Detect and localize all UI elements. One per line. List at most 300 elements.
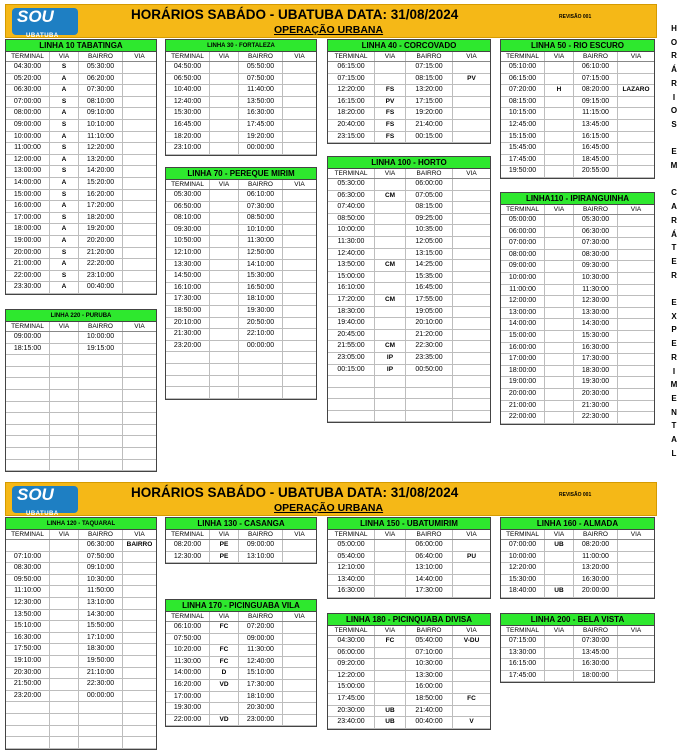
time-cell: 00:40:00 [406, 717, 453, 728]
via-cell: FS [375, 120, 406, 131]
column-header: VIA [294, 531, 305, 538]
time-cell: 10:00:00 [79, 332, 123, 343]
time-cell: 21:00:00 [501, 401, 545, 412]
column-header: TERMINAL [501, 626, 545, 635]
via-cell [545, 108, 574, 119]
table-row [6, 224, 156, 236]
column-header: VIA [375, 52, 406, 61]
table-row [166, 341, 316, 353]
table-row [6, 178, 156, 190]
revision-label: REVISÃO 001 [559, 492, 592, 498]
time-cell: 09:00:00 [239, 634, 283, 645]
time-cell: 16:30:00 [574, 575, 618, 586]
table-row [6, 213, 156, 225]
page-title: HORÁRIOS SABÁDO - UBATUBA DATA: 31/08/2024 [131, 485, 459, 500]
table-row [501, 62, 654, 74]
via-cell: S [50, 143, 79, 154]
time-cell [6, 390, 50, 401]
via-cell [283, 108, 316, 119]
via-cell [545, 97, 574, 108]
via-cell [283, 120, 316, 131]
via-cell [123, 120, 156, 131]
via-cell [50, 344, 79, 355]
via-cell [210, 341, 239, 352]
table-title: LINHA 220 - PURUBA [6, 310, 156, 322]
column-header: TERMINAL [501, 530, 545, 539]
time-cell [6, 402, 50, 413]
time-cell: 07:30:00 [79, 85, 123, 96]
time-cell: 22:00:00 [166, 715, 210, 726]
table-row [501, 108, 654, 120]
via-cell [545, 671, 574, 682]
via-cell [618, 586, 654, 597]
via-cell [453, 353, 490, 364]
via-cell [375, 648, 406, 659]
table-row [328, 62, 490, 74]
via-cell [210, 202, 239, 213]
time-cell: 19:40:00 [328, 318, 375, 329]
time-cell: 10:50:00 [166, 236, 210, 247]
table-row [6, 282, 156, 294]
via-cell [618, 143, 654, 154]
table-row [328, 353, 490, 365]
time-cell: 19:30:00 [166, 703, 210, 714]
via-cell [210, 283, 239, 294]
via-cell [283, 190, 316, 201]
table-row [6, 62, 156, 74]
table-row [501, 250, 654, 262]
via-cell: CM [375, 260, 406, 271]
time-cell [406, 399, 453, 410]
column-header: BAIRRO [574, 52, 618, 61]
table-header-row [166, 612, 316, 622]
via-cell: S [50, 120, 79, 131]
column-header: VIA [630, 627, 642, 634]
sou-logo: SOU UBATUBA [12, 486, 78, 513]
via-cell [123, 74, 156, 85]
time-cell: 20:55:00 [574, 166, 618, 177]
via-cell: A [50, 108, 79, 119]
via-cell [210, 143, 239, 154]
via-cell [210, 271, 239, 282]
via-cell [50, 402, 79, 413]
via-cell [50, 436, 79, 447]
via-cell: A [50, 155, 79, 166]
time-cell: 08:30:00 [574, 250, 618, 261]
via-cell [618, 366, 654, 377]
time-cell: 08:15:00 [501, 97, 545, 108]
via-cell [618, 120, 654, 131]
time-cell: 19:05:00 [406, 307, 453, 318]
table-row [166, 540, 316, 552]
via-cell: FS [375, 85, 406, 96]
via-cell [453, 399, 490, 410]
table-row [501, 261, 654, 273]
via-cell [545, 563, 574, 574]
via-cell: VD [210, 680, 239, 691]
via-cell [453, 179, 490, 190]
table-title: LINHA 180 - PICINQUABA DIVISA [328, 614, 490, 626]
vertical-letter: E [671, 339, 677, 349]
via-cell [618, 296, 654, 307]
time-cell: 09:10:00 [79, 108, 123, 119]
table-row [6, 633, 156, 645]
table-row [6, 610, 156, 622]
time-cell: 18:20:00 [166, 132, 210, 143]
time-cell [166, 376, 210, 387]
time-cell: 23:20:00 [6, 691, 50, 702]
table-row [6, 448, 156, 460]
via-cell: A [50, 85, 79, 96]
table-row [166, 657, 316, 669]
table-row [166, 552, 316, 564]
time-cell: 16:15:00 [574, 132, 618, 143]
table-row [6, 166, 156, 178]
time-cell: 04:30:00 [328, 636, 375, 647]
via-cell [283, 294, 316, 305]
via-cell [453, 97, 490, 108]
via-cell [618, 563, 654, 574]
time-cell: 07:40:00 [328, 202, 375, 213]
schedule-table [165, 39, 317, 156]
via-cell: H [545, 85, 574, 96]
time-cell: 05:40:00 [328, 552, 375, 563]
time-cell [79, 355, 123, 366]
time-cell: 20:20:00 [79, 236, 123, 247]
schedule-table [327, 156, 491, 423]
via-cell [283, 132, 316, 143]
column-header: BAIRRO [79, 530, 123, 539]
via-cell [618, 354, 654, 365]
vertical-letter: Á [671, 229, 677, 239]
via-cell [283, 703, 316, 714]
via-cell [50, 621, 79, 632]
time-cell: 07:15:00 [328, 74, 375, 85]
time-cell: 20:30:00 [239, 703, 283, 714]
via-cell [123, 610, 156, 621]
time-cell: 12:05:00 [406, 237, 453, 248]
via-cell [123, 248, 156, 259]
vertical-letter: E [671, 256, 677, 266]
time-cell: 14:30:00 [79, 610, 123, 621]
via-cell [123, 702, 156, 713]
via-cell [210, 97, 239, 108]
vertical-letter: M [670, 380, 678, 390]
time-cell: 06:15:00 [501, 74, 545, 85]
via-cell [375, 62, 406, 73]
vertical-letter: H [671, 24, 677, 33]
vertical-letter: E [671, 298, 677, 308]
via-cell [375, 399, 406, 410]
via-cell [50, 367, 79, 378]
table-row [501, 552, 654, 564]
vertical-letter: R [671, 215, 677, 225]
time-cell: 12:40:00 [239, 657, 283, 668]
via-cell [210, 318, 239, 329]
table-row [328, 202, 490, 214]
time-cell [166, 352, 210, 363]
table-row [328, 260, 490, 272]
table-row [166, 85, 316, 97]
time-cell: 16:00:00 [406, 682, 453, 693]
via-cell [283, 352, 316, 363]
via-cell [283, 715, 316, 726]
via-cell [123, 132, 156, 143]
time-cell: 14:10:00 [239, 260, 283, 271]
time-cell [79, 367, 123, 378]
table-row [501, 575, 654, 587]
table-title: LINHA 100 - HORTO [328, 157, 490, 169]
time-cell: 20:45:00 [328, 330, 375, 341]
time-cell: 15:20:00 [79, 178, 123, 189]
via-cell [210, 120, 239, 131]
via-cell [283, 680, 316, 691]
table-row [166, 329, 316, 341]
via-cell [453, 648, 490, 659]
vertical-letter: T [671, 421, 677, 431]
time-cell [79, 413, 123, 424]
column-header: VIA [50, 52, 79, 61]
column-header: VIA [630, 53, 642, 60]
column-header: VIA [466, 170, 477, 177]
schedule-table [327, 517, 491, 599]
table-row [6, 586, 156, 598]
table-row [166, 108, 316, 120]
time-cell: 11:30:00 [239, 645, 283, 656]
time-cell: 08:20:00 [166, 540, 210, 551]
time-cell [328, 399, 375, 410]
via-cell [618, 540, 654, 551]
via-cell [375, 283, 406, 294]
via-cell [283, 692, 316, 703]
via-cell [123, 213, 156, 224]
via-cell: BAIRRO [126, 541, 153, 548]
time-cell: 09:10:00 [79, 563, 123, 574]
column-header: VIA [210, 612, 239, 621]
table-title: LINHA 120 - TAQUARAL [6, 518, 156, 530]
via-cell [210, 74, 239, 85]
via-cell [545, 308, 574, 319]
via-cell [453, 341, 490, 352]
via-cell [50, 575, 79, 586]
via-cell: UB [545, 586, 574, 597]
time-cell: 15:10:00 [239, 668, 283, 679]
time-cell: 09:15:00 [574, 97, 618, 108]
table-row [328, 108, 490, 120]
table-row [501, 273, 654, 285]
via-cell [453, 586, 490, 597]
time-cell [79, 402, 123, 413]
time-cell: 07:20:00 [501, 85, 545, 96]
time-cell [79, 714, 123, 725]
time-cell [6, 714, 50, 725]
table-row [6, 155, 156, 167]
table-title: LINHA 40 - CORCOVADO [328, 40, 490, 52]
time-cell: 11:30:00 [239, 236, 283, 247]
via-cell [375, 388, 406, 399]
time-cell: 18:00:00 [6, 224, 50, 235]
time-cell: 05:30:00 [328, 179, 375, 190]
time-cell: 05:30:00 [574, 215, 618, 226]
via-cell [283, 387, 316, 398]
time-cell [6, 460, 50, 471]
table-row [328, 132, 490, 144]
via-cell [50, 702, 79, 713]
time-cell: 23:20:00 [166, 341, 210, 352]
time-cell: 13:10:00 [79, 598, 123, 609]
via-cell [283, 540, 316, 551]
column-header: TERMINAL [328, 530, 375, 539]
via-cell [123, 668, 156, 679]
time-cell: 00:15:00 [328, 365, 375, 376]
via-cell [50, 390, 79, 401]
via-cell [453, 330, 490, 341]
via-cell [618, 343, 654, 354]
table-header-row [328, 169, 490, 179]
time-cell [239, 352, 283, 363]
time-cell: 20:00:00 [6, 248, 50, 259]
via-cell: S [50, 62, 79, 73]
table-row [6, 120, 156, 132]
via-cell [210, 85, 239, 96]
via-cell [123, 355, 156, 366]
table-row [166, 143, 316, 155]
time-cell [6, 425, 50, 436]
via-cell [618, 155, 654, 166]
table-row [6, 201, 156, 213]
time-cell: 17:30:00 [239, 680, 283, 691]
time-cell: 16:15:00 [501, 659, 545, 670]
time-cell: 00:50:00 [406, 365, 453, 376]
via-cell [50, 714, 79, 725]
via-cell [50, 413, 79, 424]
via-cell [283, 85, 316, 96]
time-cell: 18:50:00 [406, 694, 453, 705]
table-header-row [166, 52, 316, 62]
time-cell: 16:15:00 [328, 97, 375, 108]
time-cell: 11:10:00 [79, 132, 123, 143]
via-cell [283, 225, 316, 236]
via-cell [453, 191, 490, 202]
column-header: BAIRRO [239, 530, 283, 539]
table-row [501, 389, 654, 401]
table-row [6, 85, 156, 97]
table-row [328, 97, 490, 109]
column-header: VIA [375, 626, 406, 635]
table-row [501, 308, 654, 320]
via-cell [123, 224, 156, 235]
time-cell: 22:10:00 [239, 329, 283, 340]
time-cell: 12:20:00 [328, 85, 375, 96]
time-cell [166, 387, 210, 398]
via-cell [283, 236, 316, 247]
column-header: VIA [210, 180, 239, 189]
via-cell [123, 563, 156, 574]
table-row [166, 132, 316, 144]
table-row [328, 365, 490, 377]
time-cell: 09:20:00 [328, 659, 375, 670]
via-cell [545, 659, 574, 670]
table-row [166, 668, 316, 680]
via-cell [618, 319, 654, 330]
column-header: VIA [50, 322, 79, 331]
vertical-letter: P [671, 325, 677, 335]
time-cell: 13:50:00 [6, 610, 50, 621]
vertical-letter: N [671, 407, 677, 417]
table-row [6, 726, 156, 738]
via-cell [545, 238, 574, 249]
via-cell [545, 377, 574, 388]
via-cell [123, 679, 156, 690]
via-cell: S [50, 271, 79, 282]
via-cell [123, 271, 156, 282]
via-cell: S [50, 166, 79, 177]
time-cell: 08:10:00 [79, 97, 123, 108]
column-header: TERMINAL [328, 169, 375, 178]
table-row [328, 272, 490, 284]
via-cell [618, 74, 654, 85]
via-cell [453, 62, 490, 73]
column-header: BAIRRO [79, 322, 123, 331]
table-row [166, 120, 316, 132]
column-header: TERMINAL [166, 52, 210, 61]
via-cell [283, 329, 316, 340]
time-cell: 07:15:00 [574, 74, 618, 85]
table-header-row [501, 530, 654, 540]
via-cell [123, 108, 156, 119]
via-cell: IP [375, 353, 406, 364]
time-cell: 18:00:00 [574, 671, 618, 682]
time-cell: 07:10:00 [406, 648, 453, 659]
table-row [6, 143, 156, 155]
time-cell: 13:30:00 [501, 648, 545, 659]
via-cell [375, 179, 406, 190]
time-cell: 07:00:00 [501, 238, 545, 249]
via-cell [123, 332, 156, 343]
via-cell [453, 682, 490, 693]
time-cell: 11:30:00 [328, 237, 375, 248]
via-cell [123, 460, 156, 471]
via-cell [618, 659, 654, 670]
page-subtitle: OPERAÇÃO URBANA [274, 24, 384, 36]
via-cell: A [50, 282, 79, 293]
via-cell [123, 425, 156, 436]
table-row [166, 352, 316, 364]
time-cell: 13:50:00 [328, 260, 375, 271]
via-cell [453, 575, 490, 586]
table-row [501, 238, 654, 250]
time-cell [6, 378, 50, 389]
time-cell: 19:00:00 [501, 377, 545, 388]
table-row [328, 237, 490, 249]
time-cell [166, 364, 210, 375]
time-cell: 00:15:00 [406, 132, 453, 143]
revision-label: REVISÃO 001 [559, 14, 592, 20]
table-title: LINHA 170 - PICINGUABA VILA [166, 600, 316, 612]
table-row [328, 318, 490, 330]
via-cell [453, 411, 490, 422]
time-cell: 19:30:00 [239, 306, 283, 317]
table-row [6, 344, 156, 356]
time-cell: 22:20:00 [79, 259, 123, 270]
schedule-table [165, 517, 317, 564]
time-cell: 16:30:00 [239, 108, 283, 119]
table-row [6, 236, 156, 248]
time-cell: 14:30:00 [574, 319, 618, 330]
time-cell: 23:35:00 [406, 353, 453, 364]
time-cell: 05:30:00 [166, 190, 210, 201]
via-cell [545, 273, 574, 284]
